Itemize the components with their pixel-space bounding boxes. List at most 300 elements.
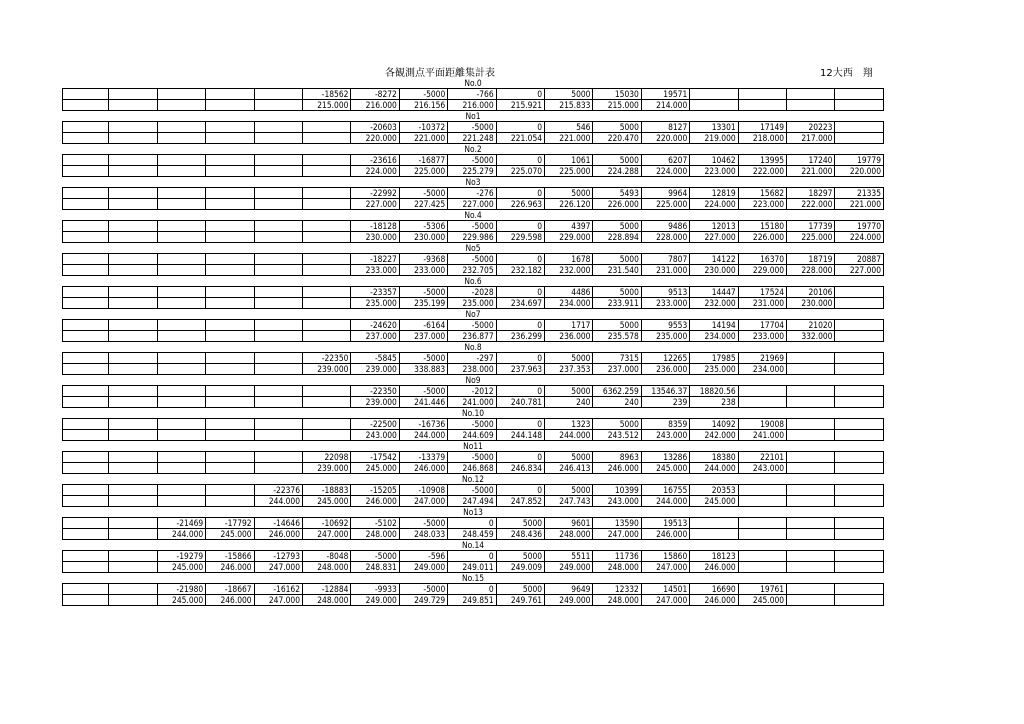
elevation-row bbox=[63, 298, 884, 309]
table-cell bbox=[157, 254, 205, 265]
table-cell bbox=[206, 397, 254, 408]
table-cell bbox=[835, 562, 884, 573]
table-cell bbox=[109, 254, 157, 265]
table-cell: 0 bbox=[496, 188, 544, 199]
table-cell: 10462 bbox=[690, 155, 738, 166]
table-cell bbox=[206, 452, 254, 463]
table-cell: 11736 bbox=[593, 551, 641, 562]
table-cell: 13995 bbox=[738, 155, 786, 166]
table-cell bbox=[206, 122, 254, 133]
table-cell bbox=[157, 298, 205, 309]
table-cell: 245.000 bbox=[303, 496, 351, 507]
table-cell bbox=[254, 298, 302, 309]
table-cell: 229.986 bbox=[448, 232, 496, 243]
table-cell: 225.000 bbox=[399, 166, 447, 177]
table-cell: 247.743 bbox=[545, 496, 593, 507]
table-cell bbox=[690, 89, 738, 100]
table-cell bbox=[109, 133, 157, 144]
table-cell: 247.000 bbox=[254, 595, 302, 606]
table-cell bbox=[63, 265, 109, 276]
table-cell: 5000 bbox=[545, 386, 593, 397]
table-cell: -16162 bbox=[254, 584, 302, 595]
station-label-row bbox=[63, 111, 884, 122]
table-cell: 232.000 bbox=[690, 298, 738, 309]
table-cell bbox=[738, 485, 786, 496]
table-cell: -5000 bbox=[399, 89, 447, 100]
table-cell: 0 bbox=[496, 419, 544, 430]
table-cell bbox=[63, 551, 109, 562]
table-cell bbox=[787, 518, 835, 529]
table-cell: 233.911 bbox=[593, 298, 641, 309]
table-cell bbox=[254, 397, 302, 408]
table-cell: 228.000 bbox=[787, 265, 835, 276]
table-cell: 235.000 bbox=[448, 298, 496, 309]
table-cell: 236.877 bbox=[448, 331, 496, 342]
table-cell bbox=[787, 496, 835, 507]
table-cell: 7315 bbox=[593, 353, 641, 364]
table-cell: 247.000 bbox=[641, 562, 689, 573]
table-cell: 239 bbox=[641, 397, 689, 408]
table-cell: 245.000 bbox=[351, 463, 399, 474]
table-cell: 244.000 bbox=[254, 496, 302, 507]
table-cell bbox=[303, 122, 351, 133]
table-cell: 21335 bbox=[835, 188, 884, 199]
table-cell: 224.000 bbox=[690, 199, 738, 210]
station-label: No1 bbox=[465, 111, 481, 121]
table-cell: -2028 bbox=[448, 287, 496, 298]
table-cell bbox=[254, 232, 302, 243]
table-cell: 0 bbox=[496, 122, 544, 133]
table-cell bbox=[254, 364, 302, 375]
table-cell: -18227 bbox=[351, 254, 399, 265]
table-cell: -8048 bbox=[303, 551, 351, 562]
table-cell: 0 bbox=[496, 485, 544, 496]
table-cell: -10908 bbox=[399, 485, 447, 496]
distance-table bbox=[62, 78, 884, 606]
table-cell: 236.000 bbox=[641, 364, 689, 375]
table-cell: 245.000 bbox=[206, 529, 254, 540]
table-cell bbox=[835, 496, 884, 507]
table-cell bbox=[63, 562, 109, 573]
table-cell: 5000 bbox=[593, 155, 641, 166]
station-label: No.6 bbox=[464, 276, 482, 286]
table-cell: 247.000 bbox=[641, 595, 689, 606]
elevation-row bbox=[63, 364, 884, 375]
table-cell: 225.070 bbox=[496, 166, 544, 177]
table-cell: 249.000 bbox=[545, 562, 593, 573]
table-cell: 232.182 bbox=[496, 265, 544, 276]
table-cell: 16370 bbox=[738, 254, 786, 265]
table-cell: -16877 bbox=[399, 155, 447, 166]
station-label: No9 bbox=[465, 375, 481, 385]
table-cell: -13379 bbox=[399, 452, 447, 463]
table-cell bbox=[109, 518, 157, 529]
table-cell: 249.000 bbox=[545, 595, 593, 606]
table-cell: -10372 bbox=[399, 122, 447, 133]
table-cell: 8127 bbox=[641, 122, 689, 133]
table-cell: 243.000 bbox=[351, 430, 399, 441]
table-cell bbox=[254, 166, 302, 177]
distance-row bbox=[63, 155, 884, 166]
table-cell bbox=[206, 133, 254, 144]
table-cell: 246.000 bbox=[206, 595, 254, 606]
table-cell bbox=[835, 331, 884, 342]
table-cell: 5000 bbox=[593, 122, 641, 133]
table-cell bbox=[835, 353, 884, 364]
table-cell: 9649 bbox=[545, 584, 593, 595]
table-cell: 240 bbox=[593, 397, 641, 408]
table-cell: 224.288 bbox=[593, 166, 641, 177]
table-cell: 243.000 bbox=[738, 463, 786, 474]
table-cell: -12884 bbox=[303, 584, 351, 595]
table-cell bbox=[787, 89, 835, 100]
table-cell: -5000 bbox=[448, 419, 496, 430]
table-cell: -5000 bbox=[448, 452, 496, 463]
table-cell: 229.000 bbox=[738, 265, 786, 276]
elevation-row bbox=[63, 529, 884, 540]
table-cell bbox=[835, 551, 884, 562]
table-cell: 248.033 bbox=[399, 529, 447, 540]
station-label-row bbox=[63, 210, 884, 221]
table-cell: 22098 bbox=[303, 452, 351, 463]
table-cell bbox=[206, 430, 254, 441]
table-cell: 0 bbox=[448, 551, 496, 562]
table-cell: 214.000 bbox=[641, 100, 689, 111]
table-cell: 224.000 bbox=[351, 166, 399, 177]
table-cell bbox=[787, 562, 835, 573]
table-cell: 5000 bbox=[545, 452, 593, 463]
table-cell: 5000 bbox=[593, 254, 641, 265]
table-cell: 238.000 bbox=[448, 364, 496, 375]
table-cell: -15205 bbox=[351, 485, 399, 496]
table-cell: 234.000 bbox=[690, 331, 738, 342]
table-cell: 235.000 bbox=[351, 298, 399, 309]
table-cell bbox=[63, 199, 109, 210]
table-cell: -20603 bbox=[351, 122, 399, 133]
table-cell: -276 bbox=[448, 188, 496, 199]
table-cell: 228.894 bbox=[593, 232, 641, 243]
table-cell: -18667 bbox=[206, 584, 254, 595]
elevation-row bbox=[63, 199, 884, 210]
table-cell bbox=[63, 155, 109, 166]
table-cell: 246.000 bbox=[206, 562, 254, 573]
table-cell bbox=[157, 485, 205, 496]
table-cell bbox=[835, 595, 884, 606]
table-cell: 17704 bbox=[738, 320, 786, 331]
table-cell bbox=[835, 485, 884, 496]
table-cell: 0 bbox=[496, 155, 544, 166]
table-cell: 246.000 bbox=[351, 496, 399, 507]
table-cell: 230.000 bbox=[690, 265, 738, 276]
table-cell bbox=[63, 221, 109, 232]
table-cell bbox=[206, 298, 254, 309]
station-label-row bbox=[63, 309, 884, 320]
table-cell: 245.000 bbox=[641, 463, 689, 474]
table-cell bbox=[303, 199, 351, 210]
table-cell bbox=[254, 353, 302, 364]
table-cell: 216.156 bbox=[399, 100, 447, 111]
table-cell: 20353 bbox=[690, 485, 738, 496]
table-cell: 249.729 bbox=[399, 595, 447, 606]
table-cell: 229.000 bbox=[545, 232, 593, 243]
distance-row bbox=[63, 353, 884, 364]
table-cell: 15682 bbox=[738, 188, 786, 199]
table-cell bbox=[787, 364, 835, 375]
table-cell bbox=[63, 122, 109, 133]
table-cell bbox=[109, 89, 157, 100]
table-cell: 245.000 bbox=[157, 595, 205, 606]
table-cell: 239.000 bbox=[351, 364, 399, 375]
table-cell bbox=[738, 89, 786, 100]
table-cell: 13301 bbox=[690, 122, 738, 133]
table-cell bbox=[157, 463, 205, 474]
table-cell bbox=[63, 166, 109, 177]
table-cell: 248.000 bbox=[303, 562, 351, 573]
table-cell bbox=[109, 485, 157, 496]
table-cell: 19008 bbox=[738, 419, 786, 430]
table-cell bbox=[206, 485, 254, 496]
table-cell: 249.851 bbox=[448, 595, 496, 606]
table-cell bbox=[206, 496, 254, 507]
distance-row bbox=[63, 386, 884, 397]
table-cell: 221.000 bbox=[545, 133, 593, 144]
table-cell: 7807 bbox=[641, 254, 689, 265]
table-cell: 220.000 bbox=[641, 133, 689, 144]
table-cell: -297 bbox=[448, 353, 496, 364]
table-cell: 18123 bbox=[690, 551, 738, 562]
table-cell: 246.000 bbox=[641, 529, 689, 540]
table-cell: 241.000 bbox=[738, 430, 786, 441]
table-cell bbox=[787, 397, 835, 408]
table-cell: -18128 bbox=[351, 221, 399, 232]
station-label: No.0 bbox=[464, 78, 482, 88]
table-cell bbox=[835, 529, 884, 540]
table-cell: 16755 bbox=[641, 485, 689, 496]
table-cell: 248.000 bbox=[303, 595, 351, 606]
station-label: No.2 bbox=[464, 144, 482, 154]
table-cell: 15030 bbox=[593, 89, 641, 100]
table-cell: 246.000 bbox=[254, 529, 302, 540]
table-cell: 233.000 bbox=[738, 331, 786, 342]
station-label-row bbox=[63, 243, 884, 254]
table-cell: -22376 bbox=[254, 485, 302, 496]
table-cell: 240.781 bbox=[496, 397, 544, 408]
table-cell bbox=[835, 89, 884, 100]
table-cell: -5306 bbox=[399, 221, 447, 232]
table-cell: -9368 bbox=[399, 254, 447, 265]
table-cell bbox=[63, 595, 109, 606]
table-cell: 232.705 bbox=[448, 265, 496, 276]
table-cell bbox=[109, 166, 157, 177]
table-cell bbox=[738, 562, 786, 573]
table-cell bbox=[157, 155, 205, 166]
table-cell: 235.199 bbox=[399, 298, 447, 309]
station-label: No.14 bbox=[461, 540, 485, 550]
table-cell: 230.000 bbox=[399, 232, 447, 243]
table-cell: -5000 bbox=[399, 386, 447, 397]
table-cell bbox=[206, 155, 254, 166]
table-cell bbox=[63, 287, 109, 298]
table-cell: 1323 bbox=[545, 419, 593, 430]
table-cell bbox=[303, 430, 351, 441]
distance-row bbox=[63, 287, 884, 298]
table-cell bbox=[254, 430, 302, 441]
table-cell bbox=[254, 221, 302, 232]
table-cell: 246.000 bbox=[690, 595, 738, 606]
station-label-row bbox=[63, 540, 884, 551]
distance-row bbox=[63, 584, 884, 595]
table-cell: 233.000 bbox=[641, 298, 689, 309]
table-cell bbox=[109, 353, 157, 364]
table-cell bbox=[835, 287, 884, 298]
table-cell bbox=[206, 100, 254, 111]
table-cell bbox=[157, 221, 205, 232]
table-cell bbox=[157, 199, 205, 210]
table-cell bbox=[63, 298, 109, 309]
table-cell: 14447 bbox=[690, 287, 738, 298]
table-cell: -5000 bbox=[351, 551, 399, 562]
table-cell: -5000 bbox=[448, 122, 496, 133]
table-cell: -5000 bbox=[399, 188, 447, 199]
station-label: No3 bbox=[465, 177, 481, 187]
table-cell bbox=[303, 166, 351, 177]
table-cell: -8272 bbox=[351, 89, 399, 100]
table-cell bbox=[787, 353, 835, 364]
table-cell: 246.000 bbox=[690, 562, 738, 573]
table-cell bbox=[254, 265, 302, 276]
table-cell: 236.000 bbox=[545, 331, 593, 342]
table-cell bbox=[206, 331, 254, 342]
table-cell bbox=[157, 331, 205, 342]
table-cell bbox=[254, 199, 302, 210]
table-cell: 247.494 bbox=[448, 496, 496, 507]
elevation-row bbox=[63, 595, 884, 606]
table-cell bbox=[206, 463, 254, 474]
table-cell bbox=[206, 89, 254, 100]
table-cell: -17542 bbox=[351, 452, 399, 463]
table-cell: 22101 bbox=[738, 452, 786, 463]
table-cell: -10692 bbox=[303, 518, 351, 529]
table-cell bbox=[63, 133, 109, 144]
table-cell bbox=[303, 386, 351, 397]
table-cell: 245.000 bbox=[690, 496, 738, 507]
table-cell: 5000 bbox=[496, 518, 544, 529]
table-cell: 16690 bbox=[690, 584, 738, 595]
station-label: No11 bbox=[463, 441, 483, 451]
table-cell: 244.000 bbox=[399, 430, 447, 441]
table-cell: 12332 bbox=[593, 584, 641, 595]
table-cell: 13590 bbox=[593, 518, 641, 529]
table-cell bbox=[303, 331, 351, 342]
station-label-row bbox=[63, 441, 884, 452]
table-cell: -15866 bbox=[206, 551, 254, 562]
table-cell: 5000 bbox=[593, 320, 641, 331]
station-label: No.12 bbox=[461, 474, 485, 484]
table-cell bbox=[109, 386, 157, 397]
table-cell: 247.000 bbox=[399, 496, 447, 507]
table-cell: 5000 bbox=[545, 485, 593, 496]
table-cell bbox=[303, 221, 351, 232]
table-cell: 244.000 bbox=[690, 463, 738, 474]
distance-row bbox=[63, 221, 884, 232]
elevation-row bbox=[63, 133, 884, 144]
table-cell: 18820.56 bbox=[690, 386, 738, 397]
table-cell bbox=[157, 100, 205, 111]
table-cell: 239.000 bbox=[351, 397, 399, 408]
station-label: No.15 bbox=[461, 573, 485, 583]
table-cell bbox=[835, 463, 884, 474]
station-label-row bbox=[63, 78, 884, 89]
table-cell bbox=[63, 331, 109, 342]
table-cell bbox=[303, 320, 351, 331]
table-cell: 338.883 bbox=[399, 364, 447, 375]
table-cell: 232.000 bbox=[545, 265, 593, 276]
distance-row bbox=[63, 122, 884, 133]
table-cell: -19279 bbox=[157, 551, 205, 562]
table-cell bbox=[63, 419, 109, 430]
table-cell: 9601 bbox=[545, 518, 593, 529]
table-cell: 9513 bbox=[641, 287, 689, 298]
station-label-row bbox=[63, 573, 884, 584]
table-cell bbox=[157, 353, 205, 364]
table-cell bbox=[787, 452, 835, 463]
table-cell: 226.000 bbox=[738, 232, 786, 243]
elevation-row bbox=[63, 100, 884, 111]
table-cell: 18297 bbox=[787, 188, 835, 199]
table-cell: 13286 bbox=[641, 452, 689, 463]
station-label-row bbox=[63, 342, 884, 353]
station-label: No5 bbox=[465, 243, 481, 253]
table-cell bbox=[206, 265, 254, 276]
table-cell bbox=[157, 452, 205, 463]
table-cell bbox=[109, 562, 157, 573]
table-cell bbox=[157, 320, 205, 331]
table-cell bbox=[787, 529, 835, 540]
table-cell bbox=[206, 221, 254, 232]
table-cell: 17985 bbox=[690, 353, 738, 364]
table-cell: 21969 bbox=[738, 353, 786, 364]
table-cell: 12819 bbox=[690, 188, 738, 199]
table-cell: 0 bbox=[496, 254, 544, 265]
table-cell bbox=[303, 188, 351, 199]
table-cell bbox=[63, 100, 109, 111]
table-cell: -5000 bbox=[448, 155, 496, 166]
table-cell bbox=[254, 419, 302, 430]
table-cell bbox=[738, 397, 786, 408]
table-cell: 247.000 bbox=[254, 562, 302, 573]
table-cell bbox=[109, 584, 157, 595]
table-cell bbox=[303, 254, 351, 265]
table-cell: 248.436 bbox=[496, 529, 544, 540]
table-cell: 15180 bbox=[738, 221, 786, 232]
table-cell bbox=[254, 155, 302, 166]
table-cell: 0 bbox=[496, 452, 544, 463]
table-cell: 229.598 bbox=[496, 232, 544, 243]
elevation-row bbox=[63, 562, 884, 573]
table-cell bbox=[63, 529, 109, 540]
station-label-row bbox=[63, 507, 884, 518]
table-cell: 240 bbox=[545, 397, 593, 408]
table-cell bbox=[206, 199, 254, 210]
table-cell: 225.279 bbox=[448, 166, 496, 177]
table-cell: 215.921 bbox=[496, 100, 544, 111]
table-cell: 221.000 bbox=[787, 166, 835, 177]
station-label: No.8 bbox=[464, 342, 482, 352]
table-cell: 244.148 bbox=[496, 430, 544, 441]
table-cell bbox=[109, 100, 157, 111]
table-cell bbox=[109, 419, 157, 430]
table-cell bbox=[157, 496, 205, 507]
